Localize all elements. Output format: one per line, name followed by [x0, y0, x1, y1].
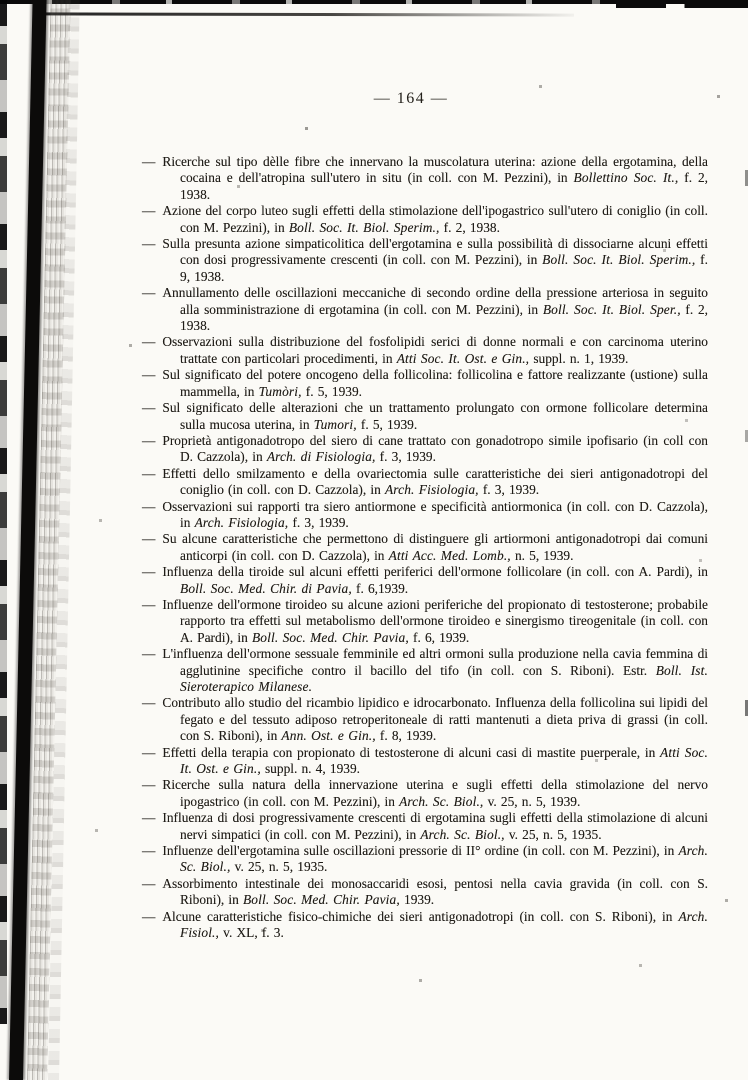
- bibliography-entry: [142, 745, 708, 778]
- entry-dash: —: [142, 367, 156, 383]
- entry-text: Osservazioni sui rapporti tra siero antiormone e specificità antiormonica (in coll. con D. Cazzola), in: [162, 498, 708, 530]
- journal-name: Boll. Soc. It. Biol. Sperim.,: [288, 219, 440, 235]
- entry-text: f. 6,1939.: [351, 580, 409, 596]
- bibliography-entry: [142, 597, 708, 646]
- entry-text: f. 5, 1939.: [301, 383, 363, 399]
- entry-text: f. 2, 1938.: [180, 170, 709, 202]
- entry-text: Proprietà antigonadotropo del siero di cane trattato con gonadotropo simile ipofisario (in coll con D. Cazzola), in: [162, 432, 708, 465]
- journal-name: Atti Soc. It. Ost. e Gin.,: [180, 744, 708, 777]
- entry-dash: —: [142, 154, 156, 169]
- journal-name: Arch. Fisiologia,: [194, 514, 289, 530]
- entry-dash: —: [142, 596, 156, 612]
- entry-dash: —: [142, 498, 156, 514]
- entry-dash: —: [142, 334, 156, 350]
- journal-name: Arch. Sc. Biol.,: [420, 826, 505, 842]
- entry-text: Influenza della tiroide sul alcuni effetti periferici dell'ormone follicolare (in coll. con A. Pardi), in: [162, 564, 708, 580]
- entry-text: f. 6, 1939.: [408, 629, 470, 645]
- entry-text: suppl. n. 4, 1939.: [260, 761, 360, 777]
- journal-name: Bollettino Soc. It.,: [573, 170, 679, 186]
- entry-dash: —: [142, 285, 156, 301]
- entry-text: Influenza di dosi progressivamente crescenti di ergotamina sugli effetti della stimolazione di alcuni nervi simpatici (in coll. con M. Pezzini), in: [162, 810, 708, 842]
- entry-text: f. 5, 1939.: [356, 416, 418, 432]
- journal-name: Arch. di Fisiologia,: [266, 449, 376, 465]
- entry-text: f. 2, 1938.: [180, 301, 709, 334]
- entry-dash: —: [142, 531, 156, 547]
- journal-name: Boll. Soc. Med. Chir. Pavia,: [251, 629, 409, 645]
- entry-text: Contributo allo studio del ricambio lipidico e idrocarbonato. Influenza della follicolina sui lipidi del fegato e del tessuto adiposo retroperitoneale di ratti mantenuti a dieta priva di grassi (in coll. con S. Riboni), in: [162, 695, 708, 744]
- entry-text: Effetti della terapia con propionato di testosterone di alcuni casi di mastite puerperale, in: [162, 744, 661, 760]
- bibliography-entry: [142, 334, 708, 367]
- entry-text: f. 2, 1938.: [439, 219, 500, 235]
- bibliography-entry: [142, 777, 708, 810]
- entry-text: Alcune caratteristiche fisico-chimiche dei sieri antigonadotropi (in coll. con S. Riboni), in: [162, 908, 679, 924]
- journal-name: Boll. Soc. Med. Chir. di Pavia,: [180, 580, 352, 596]
- entry-text: f. 3, 1939.: [375, 449, 436, 465]
- entry-text: f. 8, 1939.: [375, 728, 437, 744]
- bibliography-entry: [142, 466, 708, 499]
- entry-dash: —: [142, 203, 156, 219]
- journal-name: Boll. Soc. It. Biol. Sperim.,: [542, 252, 696, 268]
- entry-text: Influenze dell'ormone tiroideo su alcune azioni periferiche del propionato di testosterone; probabile rapporto tra effetti sul metabolismo dell'ormone tiroideo e sinergismo tireogenitale (in coll. con A. Pardi), in: [162, 596, 708, 645]
- entry-dash: —: [142, 875, 156, 891]
- journal-name: Boll. Soc. Med. Chir. Pavia,: [242, 892, 400, 908]
- entry-text: Influenze dell'ergotamina sulle oscillazioni pressorie di II° ordine (in coll. con M. Pezzini), in: [162, 843, 679, 859]
- bibliography-entry: [142, 203, 708, 236]
- entry-text: f. 3, 1939.: [478, 482, 540, 498]
- entry-text: v. 25, n. 5, 1935.: [504, 826, 602, 842]
- bibliography-entry: [142, 843, 708, 876]
- bibliography-entry: [142, 499, 708, 532]
- entry-dash: —: [142, 465, 156, 481]
- bibliography-entry: [142, 400, 708, 433]
- entry-dash: —: [142, 744, 156, 760]
- entry-text: 1939.: [399, 892, 435, 908]
- entry-text: suppl. n. 1, 1939.: [529, 350, 629, 366]
- bibliography-entry: [142, 531, 708, 564]
- bibliography-list: [142, 154, 708, 942]
- entry-text: Su alcune caratteristiche che permettono di distinguere gli artiormoni antigonadotropi dai comuni anticorpi (in coll. con D. Cazzola), in: [162, 531, 708, 563]
- entry-text: Effetti dello smilzamento e della ovariectomia sulle caratteristiche dei sieri antigonadotropi del coniglio (in coll. con D. Cazzola), in: [162, 465, 708, 498]
- journal-name: Boll. Soc. It. Biol. Sper.,: [542, 301, 681, 317]
- entry-dash: —: [142, 843, 156, 859]
- entry-dash: —: [142, 432, 156, 448]
- entry-dash: —: [142, 908, 156, 924]
- bibliography-entry: [142, 564, 708, 597]
- bibliography-entry: [142, 154, 708, 203]
- journal-name: Atti Soc. It. Ost. e Gin.,: [396, 350, 530, 366]
- journal-name: Ann. Ost. e Gin.,: [281, 728, 376, 744]
- bibliography-entry: [142, 909, 708, 942]
- journal-name: Tumòri,: [258, 383, 302, 399]
- scan-page-top-edge-line: [36, 12, 574, 16]
- entry-text: L'influenza dell'ormone sessuale femminile ed altri ormoni sulla produzione nella cavia femmina di agglutinine specifiche contro il bacillo del tifo (in coll. con S. Riboni). Estr.: [162, 646, 708, 678]
- entry-dash: —: [142, 777, 156, 793]
- journal-name: Tumori,: [313, 416, 357, 432]
- entry-text: f. 3, 1939.: [288, 514, 349, 530]
- bibliography-entry: [142, 236, 708, 285]
- entry-dash: —: [142, 564, 156, 580]
- bibliography-entry: [142, 367, 708, 400]
- entry-text: Ricerche sul tipo dèlle fibre che innervano la muscolatura uterina: azione della ergotamina, della cocaina e dell'atropina sull'utero in situ (in coll. con M. Pezzini), in: [162, 154, 708, 186]
- entry-text: Osservazioni sulla distribuzione del fosfolipidi serici di donne normali e con carcinoma uterino trattate con particolari procedimenti, in: [162, 334, 708, 366]
- bibliography-entry: [142, 876, 708, 909]
- entry-text: Sul significato del potere oncogeno della follicolina: follicolina e fattore realizzante (ustione) sulla mammella, in: [162, 367, 708, 399]
- entry-text: Annullamento delle oscillazioni meccaniche di secondo ordine della pressione arteriosa in seguito alla somministrazione di ergotamina (in coll. con M. Pezzini), in: [162, 285, 708, 317]
- entry-dash: —: [142, 695, 156, 711]
- journal-name: Boll. Ist. Sieroterapico Milanese.: [180, 662, 708, 694]
- entry-text: v. 25, n. 5, 1935.: [230, 859, 328, 875]
- entry-text: Ricerche sulla natura della innervazione uterina e sugli effetti della stimolazione del nervo ipogastrico (in coll. con M. Pezzini), in: [162, 777, 708, 809]
- entry-text: Assorbimento intestinale dei monosaccaridi esosi, pentosi nella cavia gravida (in coll. con S. Riboni), in: [162, 875, 708, 908]
- scan-top-right-black-bar: [616, 0, 748, 8]
- bibliography-entry: [142, 646, 708, 695]
- entry-text: Azione del corpo luteo sugli effetti della stimolazione dell'ipogastrico sull'utero di coniglio (in coll. con M. Pezzini), in: [162, 203, 708, 235]
- page-number: — 164 —: [373, 90, 449, 107]
- scan-noise-speckles: [0, 0, 1, 1]
- entry-text: v. XL, f. 3.: [219, 925, 284, 941]
- journal-name: Arch. Fisiologia,: [384, 482, 479, 498]
- bibliography-entry: [142, 433, 708, 466]
- bibliography-entry: [142, 810, 708, 843]
- journal-name: Atti Acc. Med. Lomb.,: [388, 547, 511, 563]
- scan-left-edge-band: [0, 0, 7, 1024]
- entry-dash: —: [142, 810, 156, 826]
- entry-text: Sulla presunta azione simpaticolitica dell'ergotamina e sulla possibilità di dissociarne alcuni effetti con dosi progressivamente crescenti (in coll. con M. Pezzini), in: [162, 236, 708, 268]
- journal-name: Arch. Sc. Biol.,: [180, 843, 708, 875]
- journal-name: Arch. Fisiol.,: [180, 908, 708, 941]
- journal-name: Arch. Sc. Biol.,: [399, 793, 484, 809]
- entry-dash: —: [142, 400, 156, 416]
- entry-text: f. 9, 1938.: [180, 252, 708, 284]
- entry-dash: —: [142, 236, 156, 252]
- bibliography-entry: [142, 695, 708, 744]
- entry-text: v. 25, n. 5, 1939.: [483, 793, 581, 809]
- entry-text: n. 5, 1939.: [510, 547, 574, 563]
- entry-text: Sul significato delle alterazioni che un trattamento prolungato con ormone follicolare determina sulla mucosa uterina, in: [162, 400, 708, 432]
- entry-dash: —: [142, 646, 156, 662]
- bibliography-entry: [142, 285, 708, 334]
